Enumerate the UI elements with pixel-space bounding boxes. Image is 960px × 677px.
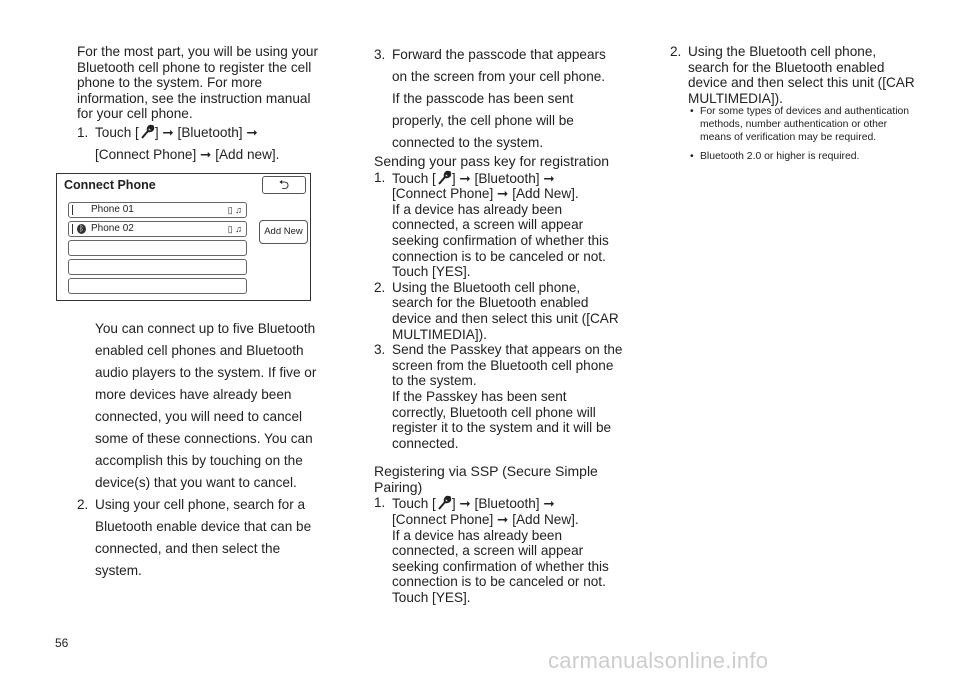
step-text: Touch [ bbox=[95, 124, 139, 140]
step-text: Forward the passcode that appears on the screen from your cell phone. bbox=[392, 47, 606, 84]
step-note: If the passcode has been sent properly, the cell phone will be connected to the system. bbox=[392, 91, 574, 150]
phone-slot-empty bbox=[68, 259, 247, 275]
step-number: 2. bbox=[374, 279, 386, 295]
step-1-add-new bbox=[77, 122, 327, 166]
wrench-icon bbox=[436, 495, 452, 511]
column-left-bottom bbox=[77, 318, 327, 582]
arrow-icon: ➞ bbox=[459, 496, 471, 512]
arrow-icon: ➞ bbox=[162, 124, 174, 140]
arrow-icon: ➞ bbox=[459, 170, 471, 186]
wrench-icon bbox=[436, 170, 452, 186]
step-text: [Connect Phone] bbox=[392, 512, 498, 528]
step-text: Using the Bluetooth cell phone, search for the Bluetooth enabled device and then select this unit ([CAR MULTIMEDIA]). bbox=[392, 279, 619, 342]
phone-slot-empty bbox=[68, 278, 247, 294]
step-text: ] bbox=[451, 170, 460, 186]
pass-key-step-1 bbox=[374, 170, 624, 280]
column-middle bbox=[374, 44, 624, 606]
slot-marker bbox=[72, 205, 73, 215]
step-text: [Add New]. bbox=[508, 512, 579, 528]
section-heading-ssp: Registering via SSP (Secure Simple Pairing) bbox=[374, 463, 598, 495]
step-text: Send the Passkey that appears on the screen from the Bluetooth cell phone to the system. bbox=[392, 342, 623, 389]
step-text: [Bluetooth] bbox=[470, 170, 544, 186]
step-number: 1. bbox=[374, 495, 386, 511]
step-number: 3. bbox=[374, 47, 386, 62]
back-arrow-icon: ⮌ bbox=[262, 176, 306, 194]
column-right bbox=[670, 44, 915, 164]
pass-key-step-2 bbox=[374, 280, 624, 342]
page-number: 56 bbox=[55, 636, 69, 650]
watermark: carmanualsonline.info bbox=[548, 648, 769, 673]
notes-list bbox=[682, 106, 915, 163]
arrow-icon: ➞ bbox=[497, 186, 509, 202]
step-text: Touch [ bbox=[392, 170, 436, 186]
intro-paragraph: For the most part, you will be using your Bluetooth cell phone to register the cell phone to the system. For more information, see the instruction manual for your cell phone. bbox=[77, 44, 319, 122]
phone-music-icon: ▯ ♫ bbox=[227, 224, 242, 234]
step-number: 2. bbox=[670, 44, 682, 59]
step-text: [Add New]. bbox=[508, 186, 579, 202]
bluetooth-icon: ᛒ bbox=[77, 224, 86, 234]
step-number: 1. bbox=[77, 124, 89, 140]
step-text: [Bluetooth] bbox=[173, 124, 247, 140]
step-text: ] bbox=[451, 496, 460, 512]
step-number: 1. bbox=[374, 169, 386, 185]
note-bullet-authentication: • For some types of devices and authentication methods, number authentication or other means of verification may be required. bbox=[690, 106, 915, 144]
arrow-icon: ➞ bbox=[543, 170, 555, 186]
step-text: [Connect Phone] bbox=[392, 186, 498, 202]
ssp-step-1 bbox=[374, 495, 624, 605]
step-text: [Add new]. bbox=[211, 146, 280, 162]
arrow-icon: ➞ bbox=[246, 124, 258, 140]
connect-phone-screenshot bbox=[56, 173, 311, 301]
step-text: ] bbox=[154, 124, 163, 140]
arrow-icon: ➞ bbox=[543, 496, 555, 512]
step-text: [Connect Phone] bbox=[95, 146, 201, 162]
arrow-icon: ➞ bbox=[497, 512, 509, 528]
phone-name: Phone 01 bbox=[91, 204, 134, 215]
step-text: [Bluetooth] bbox=[470, 496, 544, 512]
note-bullet-bluetooth-version: • Bluetooth 2.0 or higher is required. bbox=[690, 151, 915, 164]
wrench-icon bbox=[139, 124, 155, 140]
ssp-step-2 bbox=[670, 44, 915, 106]
phone-music-icon: ▯ ♫ bbox=[227, 205, 242, 215]
pass-key-step-3 bbox=[374, 342, 624, 451]
add-new-button: Add New bbox=[259, 220, 308, 244]
phone-name: Phone 02 bbox=[91, 223, 134, 234]
step-number: 3. bbox=[374, 342, 386, 358]
five-devices-paragraph: You can connect up to five Bluetooth enabled cell phones and Bluetooth audio players to the system. If five or more devices have already been connected, you will need to cancel some of these connections. You can accomplish this by touching on the device(s) that you want to cancel. bbox=[95, 321, 317, 490]
step-3-forward bbox=[374, 44, 624, 154]
screen-title: Connect Phone bbox=[64, 178, 156, 192]
slot-marker bbox=[72, 224, 73, 234]
phone-slot-empty bbox=[68, 240, 247, 256]
step-note: If the Passkey has been sent correctly, Bluetooth cell phone will register it to the system and it will be connected. bbox=[392, 388, 612, 451]
step-text: Using the Bluetooth cell phone, search for the Bluetooth enabled device and then select this unit ([CAR MULTIMEDIA]). bbox=[688, 44, 915, 106]
step-note: If a device has already been connected, a screen will appear seeking confirmation of whether this connection is to be canceled or not. Touch [YES]. bbox=[392, 201, 609, 280]
step-text: Using your cell phone, search for a Bluetooth enable device that can be connected, and then select the system. bbox=[95, 497, 312, 578]
phone-slot-2 bbox=[68, 221, 247, 237]
step-note: If a device has already been connected, a screen will appear seeking confirmation of whether this connection is to be canceled or not. Touch [YES]. bbox=[392, 527, 609, 606]
column-left bbox=[77, 44, 327, 166]
step-number: 2. bbox=[77, 497, 89, 512]
step-2-search bbox=[77, 494, 327, 582]
arrow-icon: ➞ bbox=[200, 146, 212, 162]
step-text: Touch [ bbox=[392, 496, 436, 512]
phone-slot-1 bbox=[68, 202, 247, 218]
section-heading-pass-key: Sending your pass key for registration bbox=[374, 153, 610, 169]
